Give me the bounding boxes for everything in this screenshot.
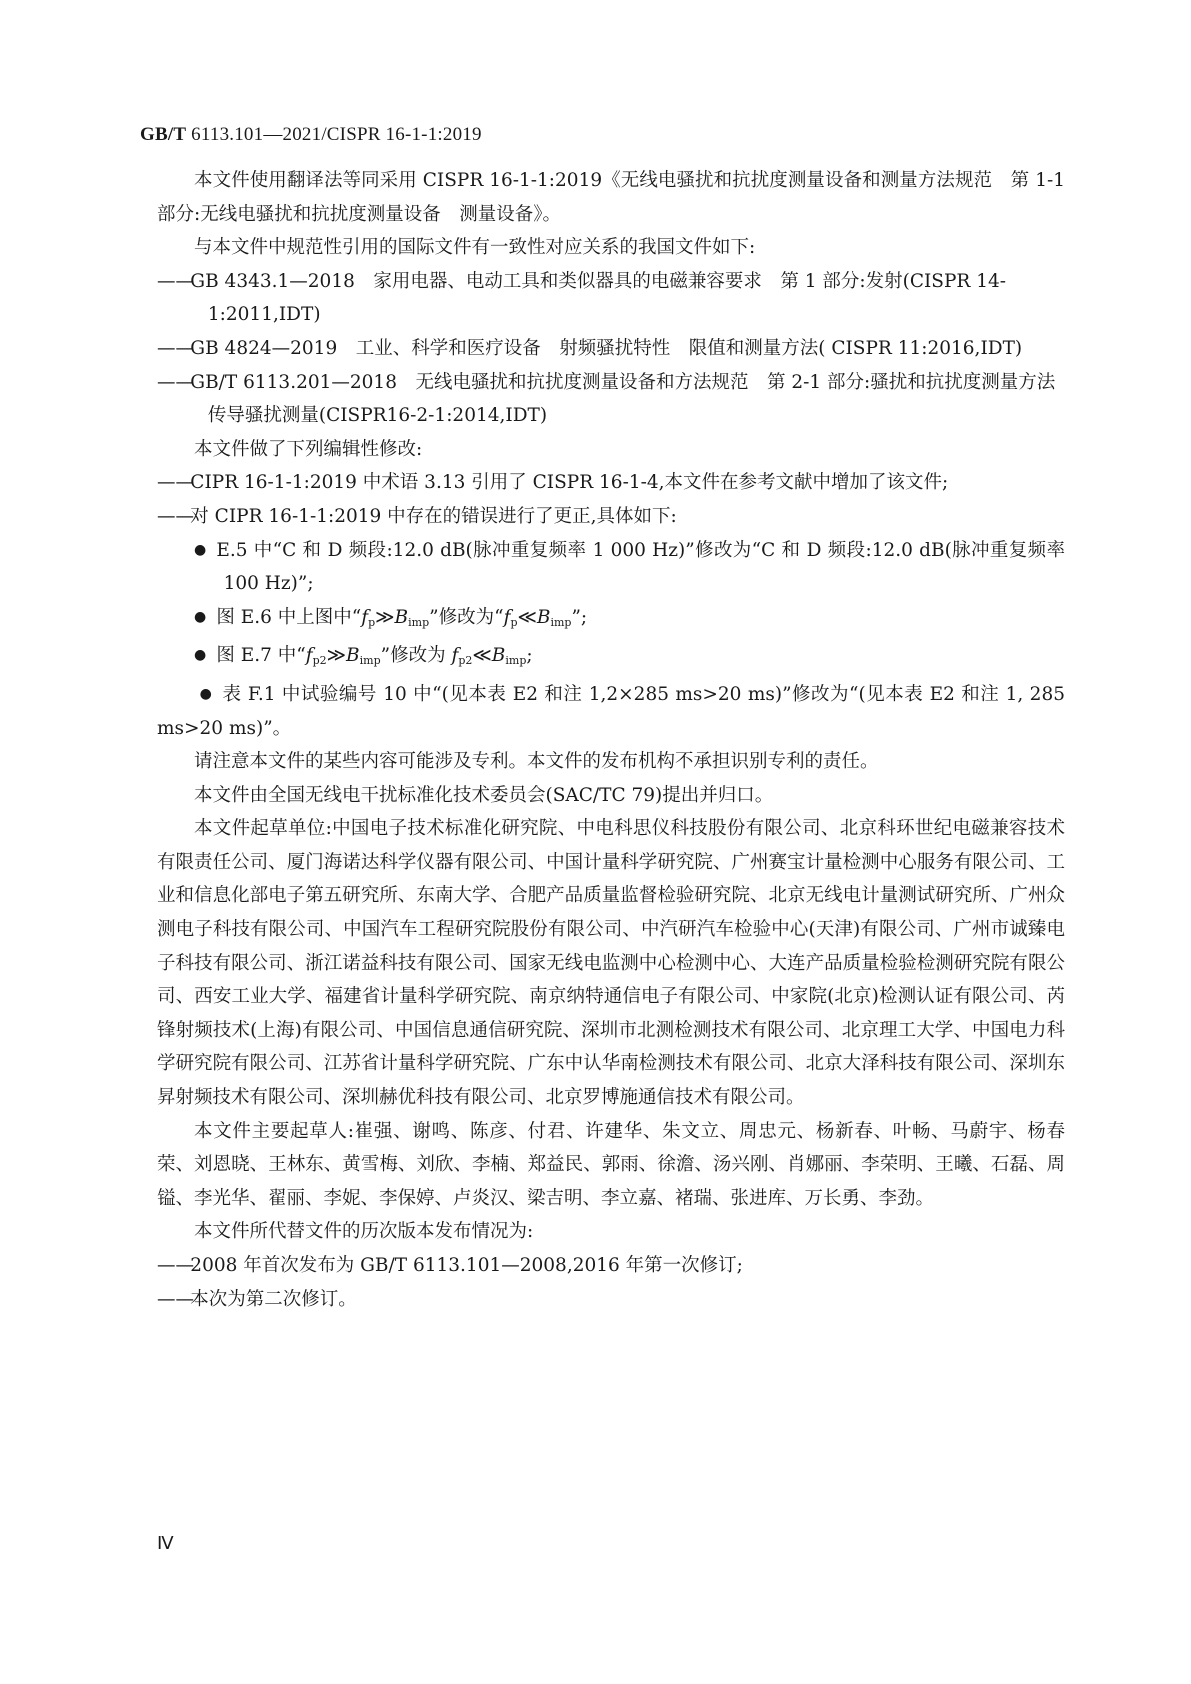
- modification-item: ——CIPR 16-1-1:2019 中术语 3.13 引用了 CISPR 16-1-4,本文件在参考文献中增加了该文件;: [157, 466, 1065, 500]
- dash-marker: ——: [157, 505, 194, 527]
- standard-code: 6113.101—2021/CISPR 16-1-1:2019: [186, 124, 482, 145]
- foreword-body: [157, 164, 1074, 1316]
- adoption-statement: 本文件使用翻译法等同采用 CISPR 16-1-1:2019《无线电骚扰和抗扰度测量设备和测量方法规范 第 1-1 部分:无线电骚扰和抗扰度测量设备 测量设备》。: [157, 170, 1065, 225]
- dash-marker: ——: [157, 371, 194, 393]
- history-intro: 本文件所代替文件的历次版本发布情况为:: [194, 1221, 534, 1243]
- page-number: Ⅳ: [157, 1533, 174, 1553]
- patent-notice: 请注意本文件的某些内容可能涉及专利。本文件的发布机构不承担识别专利的责任。: [194, 751, 879, 773]
- correction-bullet: ● 图 E.7 中“$f_{p2}≫B_{imp}$”修改为 $f_{p2}≪B_{imp}$;: [157, 639, 1065, 678]
- correction-bullet: ● 图 E.6 中上图中“$f_p≫B_{imp}$”修改为“$f_p≪B_{imp}$”;: [157, 601, 1065, 640]
- references-intro: 与本文件中规范性引用的国际文件有一致性对应关系的我国文件如下:: [194, 237, 756, 259]
- dash-marker: ——: [157, 270, 194, 292]
- correction-bullet: ● 表 F.1 中试验编号 10 中“(见本表 E2 和注 1,2×285 ms>20 ms)”修改为“(见本表 E2 和注 1, 285 ms>20 ms)”。: [157, 678, 1065, 745]
- reference-item: ——GB 4343.1—2018 家用电器、电动工具和类似器具的电磁兼容要求 第 1 部分:发射(CISPR 14-1:2011,IDT): [157, 265, 1065, 332]
- modifications-intro: 本文件做了下列编辑性修改:: [194, 438, 423, 460]
- dash-marker: ——: [157, 1255, 194, 1276]
- reference-item: ——GB/T 6113.201—2018 无线电骚扰和抗扰度测量设备和方法规范 第 2-1 部分:骚扰和抗扰度测量方法 传导骚扰测量(CISPR16-2-1:2014,IDT): [157, 366, 1065, 433]
- dash-marker: ——: [157, 337, 194, 359]
- bullet-icon: ●: [199, 685, 212, 702]
- reference-item: ——GB 4824—2019 工业、科学和医疗设备 射频骚扰特性 限值和测量方法( CISPR 11:2016,IDT): [157, 332, 1065, 366]
- bullet-icon: ●: [194, 647, 207, 664]
- bullet-icon: ●: [194, 608, 207, 625]
- history-item: ——2008 年首次发布为 GB/T 6113.101—2008,2016 年第一次修订;: [157, 1249, 1065, 1283]
- document-header: [140, 124, 482, 146]
- modification-item: ——对 CIPR 16-1-1:2019 中存在的错误进行了更正,具体如下:: [157, 500, 1065, 534]
- dash-marker: ——: [157, 1288, 194, 1310]
- dash-marker: ——: [157, 472, 194, 494]
- standard-code-bold: GB/T: [140, 124, 187, 145]
- proposer-statement: 本文件由全国无线电干扰标准化技术委员会(SAC/TC 79)提出并归口。: [194, 784, 774, 806]
- bullet-icon: ●: [194, 541, 207, 558]
- drafting-organizations: 本文件起草单位:中国电子技术标准化研究院、中电科思仪科技股份有限公司、北京科环世纪电磁兼容技术有限责任公司、厦门海诺达科学仪器有限公司、中国计量科学研究院、广州赛宝计量检测中心服务有限公司、工业和信息化部电子第五研究所、东南大学、合肥产品质量监督检验研究院、北京无线电计量测试研究所、广州众测电子科技有限公司、中国汽车工程研究院股份有限公司、中汽研汽车检验中心(天津)有限公司、广州市诚臻电子科技有限公司、浙江诺益科技有限公司、国家无线电监测中心检测中心、大连产品质量检验检测研究院有限公司、西安工业大学、福建省计量科学研究院、南京纳特通信电子有限公司、中家院(北京)检测认证有限公司、芮锋射频技术(上海)有限公司、中国信息通信研究院、深圳市北测检测技术有限公司、北京理工大学、中国电力科学研究院有限公司、江苏省计量科学研究院、广东中认华南检测技术有限公司、北京大泽科技有限公司、深圳东昇射频技术有限公司、深圳赫优科技有限公司、北京罗博施通信技术有限公司。: [157, 818, 1065, 1109]
- correction-bullet: ● E.5 中“C 和 D 频段:12.0 dB(脉冲重复频率 1 000 Hz)”修改为“C 和 D 频段:12.0 dB(脉冲重复频率 100 Hz)”;: [157, 534, 1065, 601]
- history-item: ——本次为第二次修订。: [157, 1283, 1065, 1317]
- drafters: 本文件主要起草人:崔强、谢鸣、陈彦、付君、许建华、朱文立、周忠元、杨新春、叶畅、马蔚宇、杨春荣、刘恩晓、王林东、黄雪梅、刘欣、李楠、郑益民、郭雨、徐澹、汤兴刚、肖娜丽、李荣明、王曦、石磊、周镒、李光华、翟丽、李妮、李保婷、卢炎汉、梁吉明、李立嘉、褚瑞、张进库、万长勇、李劲。: [157, 1120, 1065, 1209]
